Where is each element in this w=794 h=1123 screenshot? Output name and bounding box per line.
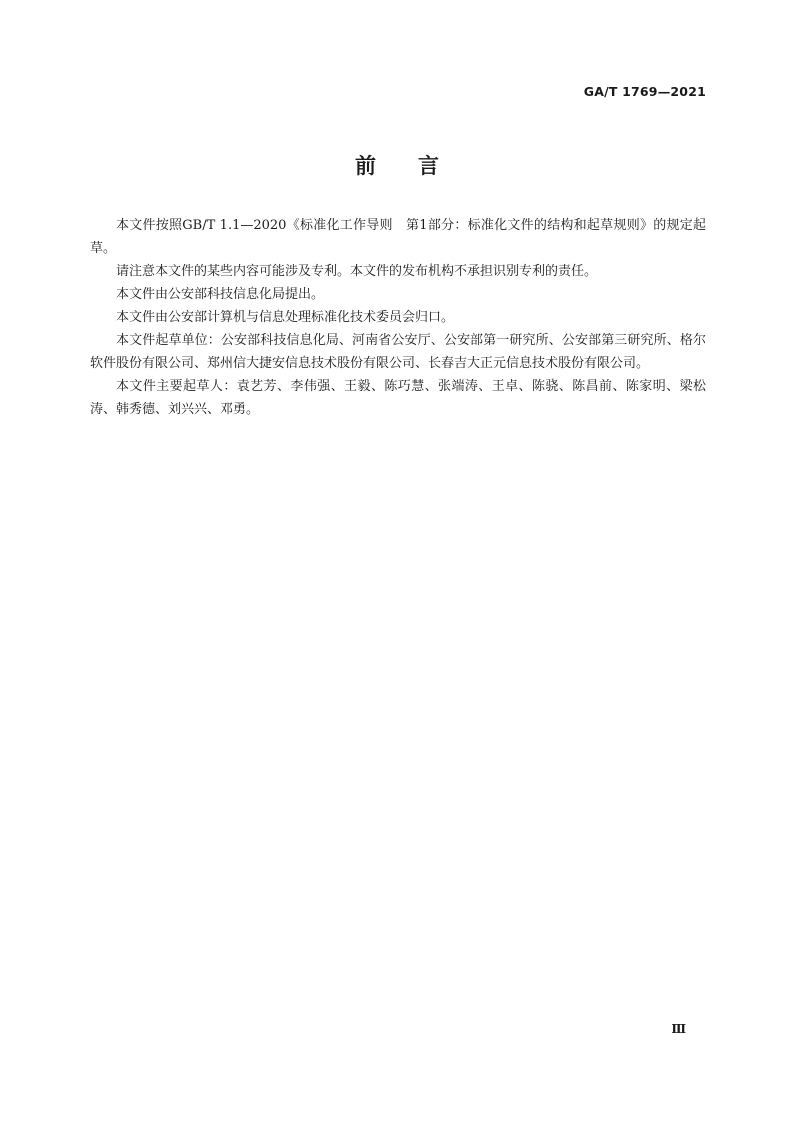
paragraph-drafters: 本文件主要起草人：袁艺芳、李伟强、王毅、陈巧慧、张端涛、王卓、陈骁、陈昌前、陈家明、梁松涛、韩秀德、刘兴兴、邓勇。 — [90, 379, 706, 417]
page-title: 前言 — [355, 154, 481, 178]
paragraph-drafting-units: 本文件起草单位：公安部科技信息化局、河南省公安厅、公安部第一研究所、公安部第三研究所、格尔软件股份有限公司、郑州信大捷安信息技术股份有限公司、长春吉大正元信息技术股份有限公司。 — [90, 333, 706, 371]
paragraph-committee: 本文件由公安部计算机与信息处理标准化技术委员会归口。 — [116, 310, 455, 325]
paragraph-drafting-rules: 本文件按照GB/T 1.1—2020《标准化工作导则 第1部分：标准化文件的结构和起草规则》的规定起草。 — [90, 218, 706, 256]
foreword-body — [90, 214, 706, 421]
page-number: Ⅲ — [671, 1022, 686, 1036]
paragraph-proposer: 本文件由公安部科技信息化局提出。 — [116, 287, 325, 302]
standard-code: GA/T 1769—2021 — [583, 84, 706, 99]
paragraph-patent-notice: 请注意本文件的某些内容可能涉及专利。本文件的发布机构不承担识别专利的责任。 — [116, 264, 598, 279]
